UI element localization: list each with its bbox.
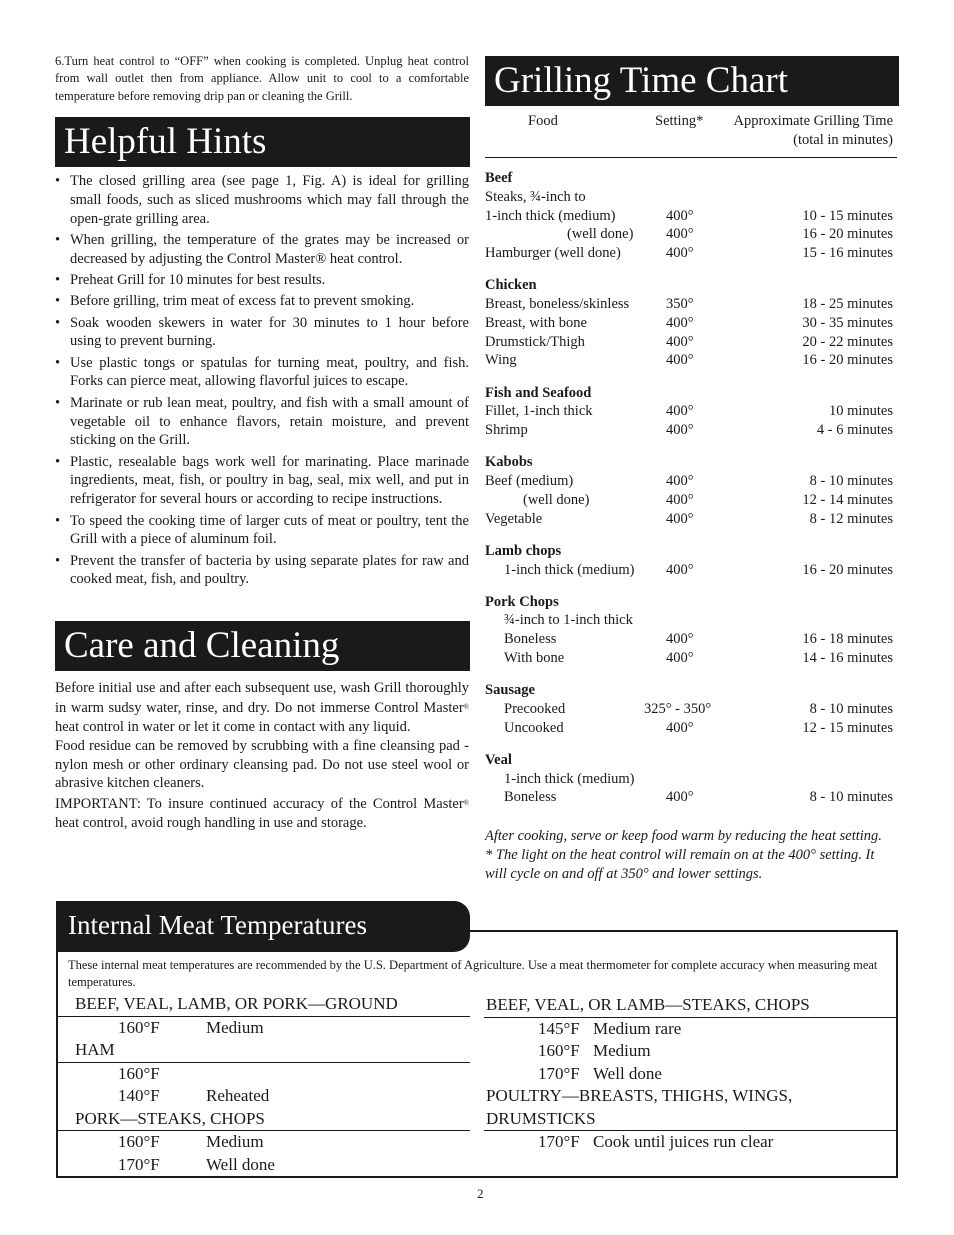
grilling-chart-header	[485, 112, 897, 158]
temp-value: 160°F	[118, 1017, 160, 1037]
grill-row	[485, 207, 897, 226]
grill-row	[485, 611, 897, 630]
grill-food: Steaks, ¾-inch to	[485, 188, 586, 205]
grill-food: (well done)	[523, 491, 590, 508]
col-setting-header: Setting*	[655, 113, 704, 129]
care-p3-text-b: heat control, avoid rough handling in use and storage.	[55, 814, 367, 831]
grill-setting: 400°	[666, 561, 694, 578]
hint-item: • Soak wooden skewers in water for 30 minutes to 1 hour before using to prevent burning.	[55, 314, 469, 352]
grill-food: Breast, boneless/skinless	[485, 296, 630, 313]
grill-row	[485, 719, 897, 738]
grill-time: 12 - 14 minutes	[802, 491, 893, 508]
hint-item: • Prevent the transfer of bacteria by using separate plates for raw and cooked meat, fish, and poultry.	[55, 552, 469, 590]
grill-setting: 400°	[666, 491, 694, 508]
temp-label: Medium	[593, 1041, 651, 1060]
hint-item: • Preheat Grill for 10 minutes for best results.	[55, 271, 469, 290]
temp-value: 160°F	[118, 1063, 160, 1083]
grill-time: 16 - 20 minutes	[802, 352, 893, 369]
grill-time: 8 - 10 minutes	[809, 473, 893, 490]
page-number: 2	[477, 1186, 484, 1201]
grill-row	[485, 788, 897, 807]
hint-item: • Use plastic tongs or spatulas for turning meat, poultry, and fish. Forks can pierce meat, allowing flavorful juices to escape.	[55, 354, 469, 392]
grill-row	[485, 561, 897, 580]
grilling-notes	[485, 827, 897, 883]
hint-item: • Plastic, resealable bags work well for marinating. Place marinade ingredients, meat, fish, or poultry in bag, seal, mix well, and put in refrigerator for several hours or according to recipe instructions.	[55, 453, 469, 509]
grill-food: Precooked	[504, 700, 566, 717]
grill-food: Beef (medium)	[485, 473, 574, 490]
temp-row	[57, 1063, 470, 1086]
grill-row	[485, 244, 897, 263]
grill-food: Uncooked	[504, 719, 564, 736]
grill-time: 12 - 15 minutes	[802, 719, 893, 736]
grill-category: Veal	[485, 751, 512, 768]
grill-category: Kabobs	[485, 454, 533, 471]
grill-row	[485, 472, 897, 491]
temp-value: 140°F	[118, 1086, 160, 1105]
grill-time: 10 minutes	[828, 403, 893, 420]
helpful-hints-heading: Helpful Hints	[55, 117, 470, 167]
grill-setting: 400°	[666, 789, 694, 806]
grill-row	[485, 333, 897, 352]
grill-food: 1-inch thick (medium)	[504, 770, 635, 787]
col-time-header	[734, 112, 894, 150]
grill-food: Boneless	[504, 789, 557, 806]
grill-time: 10 - 15 minutes	[802, 207, 893, 224]
temp-value: 170°F	[538, 1132, 580, 1151]
grill-food: 1-inch thick (medium)	[504, 561, 635, 578]
grill-time: 20 - 22 minutes	[802, 333, 893, 350]
intro-paragraph: 6.Turn heat control to “OFF” when cooking is completed. Unplug heat control from wall outlet then from appliance. Allow unit to cool to a comfortable temperature before removing drip pan or cleaning the Grill.	[55, 54, 469, 103]
internal-temps-left-column	[57, 993, 470, 1176]
grill-row	[485, 770, 897, 789]
grill-setting: 400°	[666, 422, 694, 439]
grill-setting: 400°	[666, 631, 694, 648]
temp-value: 160°F	[538, 1041, 580, 1060]
grill-food: Fillet, 1-inch thick	[485, 403, 593, 420]
grill-time: 16 - 18 minutes	[802, 631, 893, 648]
grill-row	[485, 295, 897, 314]
hint-item: • Marinate or rub lean meat, poultry, and fish with a small amount of vegetable oil to enhance flavors, retain moisture, and prevent sticking on the Grill.	[55, 394, 469, 450]
temp-value: 145°F	[538, 1018, 580, 1038]
grill-food: 1-inch thick (medium)	[485, 207, 616, 224]
grill-row	[485, 188, 897, 207]
grill-food: Drumstick/Thigh	[485, 333, 585, 350]
care-paragraph-2: Food residue can be removed by scrubbing with a fine cleansing pad - nylon mesh or other ordinary cleansing pad. Do not use steel wool or abrasive kitchen cleaners.	[55, 737, 469, 792]
care-paragraph-3	[55, 794, 469, 833]
grill-row	[485, 510, 897, 529]
temp-row	[57, 1131, 470, 1154]
grill-row	[485, 700, 897, 719]
temp-section-header: BEEF, VEAL, OR LAMB—STEAKS, CHOPS	[484, 994, 896, 1018]
temp-value: 160°F	[118, 1132, 160, 1151]
grill-row	[485, 225, 897, 244]
col-time-header-line2: (total in minutes)	[793, 131, 893, 148]
grilling-note-1: After cooking, serve or keep food warm by reducing the heat setting.	[485, 828, 882, 844]
grill-category: Pork Chops	[485, 593, 559, 610]
temp-label: Medium rare	[593, 1018, 682, 1038]
grill-setting: 350°	[666, 296, 694, 313]
grill-food: (well done)	[567, 226, 634, 243]
col-food-header: Food	[528, 113, 558, 129]
grill-time: 16 - 20 minutes	[802, 561, 893, 578]
internal-temps-heading: Internal Meat Temperatures	[56, 901, 470, 952]
grill-time: 4 - 6 minutes	[816, 422, 893, 439]
grilling-chart-body	[485, 169, 897, 807]
grill-setting: 400°	[666, 719, 694, 736]
grill-setting: 400°	[666, 226, 694, 243]
grill-setting: 400°	[666, 473, 694, 490]
temp-section-header-line2: DRUMSTICKS	[486, 1108, 596, 1128]
grill-food: Vegetable	[485, 510, 543, 527]
grill-row	[485, 402, 897, 421]
hint-item: • To speed the cooking time of larger cuts of meat or poultry, tent the Grill with a piece of aluminum foil.	[55, 512, 469, 550]
grill-food: Boneless	[504, 631, 557, 648]
temp-row	[57, 1085, 470, 1108]
grill-setting: 325° - 350°	[644, 700, 712, 717]
grill-food: With bone	[504, 650, 565, 667]
temp-row	[484, 1131, 896, 1154]
grill-food: Shrimp	[485, 422, 528, 439]
temp-label: Well done	[593, 1063, 662, 1083]
grill-time: 18 - 25 minutes	[802, 296, 893, 313]
temp-row	[484, 1018, 896, 1041]
temp-value: 170°F	[118, 1154, 160, 1174]
grill-setting: 400°	[666, 333, 694, 350]
care-p1-text-b: heat control in water or let it come in contact with any liquid.	[55, 718, 411, 735]
temp-row	[57, 1017, 470, 1040]
grill-setting: 400°	[666, 245, 694, 262]
temp-section-header-line1: POULTRY—BREASTS, THIGHS, WINGS,	[486, 1086, 793, 1105]
grill-row	[485, 649, 897, 668]
grill-time: 30 - 35 minutes	[802, 314, 893, 331]
grill-setting: 400°	[666, 314, 694, 331]
grill-row	[485, 630, 897, 649]
temp-label: Medium	[206, 1017, 264, 1037]
col-time-header-line1: Approximate Grilling Time	[733, 113, 893, 129]
care-p1-text-a: Before initial use and after each subsequent use, wash Grill thoroughly in warm sudsy water, rinse, and dry. Do not immerse Control Master	[55, 680, 469, 716]
internal-temps-intro: These internal meat temperatures are recommended by the U.S. Department of Agriculture. Use a meat thermometer for complete accuracy when measuring meat temperatures.	[68, 958, 878, 989]
temp-row	[57, 1154, 470, 1177]
grill-time: 15 - 16 minutes	[802, 245, 893, 262]
temp-label: Cook until juices run clear	[593, 1132, 774, 1151]
temp-section-header: PORK—STEAKS, CHOPS	[57, 1108, 470, 1132]
temp-section-header: HAM	[57, 1039, 470, 1063]
grill-food: Breast, with bone	[485, 314, 587, 331]
grill-food: ¾-inch to 1-inch thick	[504, 612, 633, 629]
grill-time: 16 - 20 minutes	[802, 226, 893, 243]
grill-row	[485, 491, 897, 510]
hint-item: • The closed grilling area (see page 1, Fig. A) is ideal for grilling small foods, such as sliced mushrooms which may fall through the open-grate grilling area.	[55, 172, 469, 228]
temp-label: Well done	[206, 1154, 275, 1174]
grill-row	[485, 421, 897, 440]
care-paragraph-1	[55, 679, 469, 736]
grill-category: Fish and Seafood	[485, 384, 592, 401]
registered-mark: ®	[463, 798, 469, 807]
temp-row	[484, 1063, 896, 1086]
grill-row	[485, 351, 897, 370]
grill-setting: 400°	[666, 403, 694, 420]
grilling-chart-heading: Grilling Time Chart	[485, 56, 899, 106]
temp-label: Reheated	[206, 1086, 270, 1105]
grill-row	[485, 314, 897, 333]
grill-time: 8 - 10 minutes	[809, 789, 893, 806]
hint-item: • Before grilling, trim meat of excess fat to prevent smoking.	[55, 292, 469, 311]
registered-mark: ®	[463, 702, 469, 711]
grill-setting: 400°	[666, 352, 694, 369]
temp-row	[484, 1040, 896, 1063]
grill-time: 8 - 12 minutes	[809, 510, 893, 527]
grill-time: 8 - 10 minutes	[809, 700, 893, 717]
grill-time: 14 - 16 minutes	[802, 650, 893, 667]
grill-category: Lamb chops	[485, 542, 562, 559]
temp-section-header: BEEF, VEAL, LAMB, OR PORK—GROUND	[57, 993, 470, 1017]
care-cleaning-text	[55, 679, 469, 833]
grill-setting: 400°	[666, 650, 694, 667]
grilling-note-2: * The light on the heat control will remain on at the 400° setting. It will cycle on and off at 350° and lower settings.	[485, 846, 875, 882]
hint-item: • When grilling, the temperature of the grates may be increased or decreased by adjusting the Control Master® heat control.	[55, 231, 469, 269]
care-p3-text-a: IMPORTANT: To insure continued accuracy of the Control Master	[55, 795, 464, 812]
grill-category: Sausage	[485, 682, 535, 699]
temp-section-header	[484, 1085, 896, 1131]
grill-setting: 400°	[666, 207, 694, 224]
grill-category: Beef	[485, 170, 513, 186]
grill-category: Chicken	[485, 277, 537, 294]
grill-food: Hamburger (well done)	[485, 245, 621, 262]
grill-food: Wing	[485, 352, 517, 369]
temp-value: 170°F	[538, 1063, 580, 1083]
grill-setting: 400°	[666, 510, 694, 527]
internal-temps-right-column	[484, 994, 896, 1154]
helpful-hints-list	[55, 172, 469, 592]
care-cleaning-heading: Care and Cleaning	[55, 621, 470, 671]
temp-label: Medium	[206, 1132, 264, 1151]
